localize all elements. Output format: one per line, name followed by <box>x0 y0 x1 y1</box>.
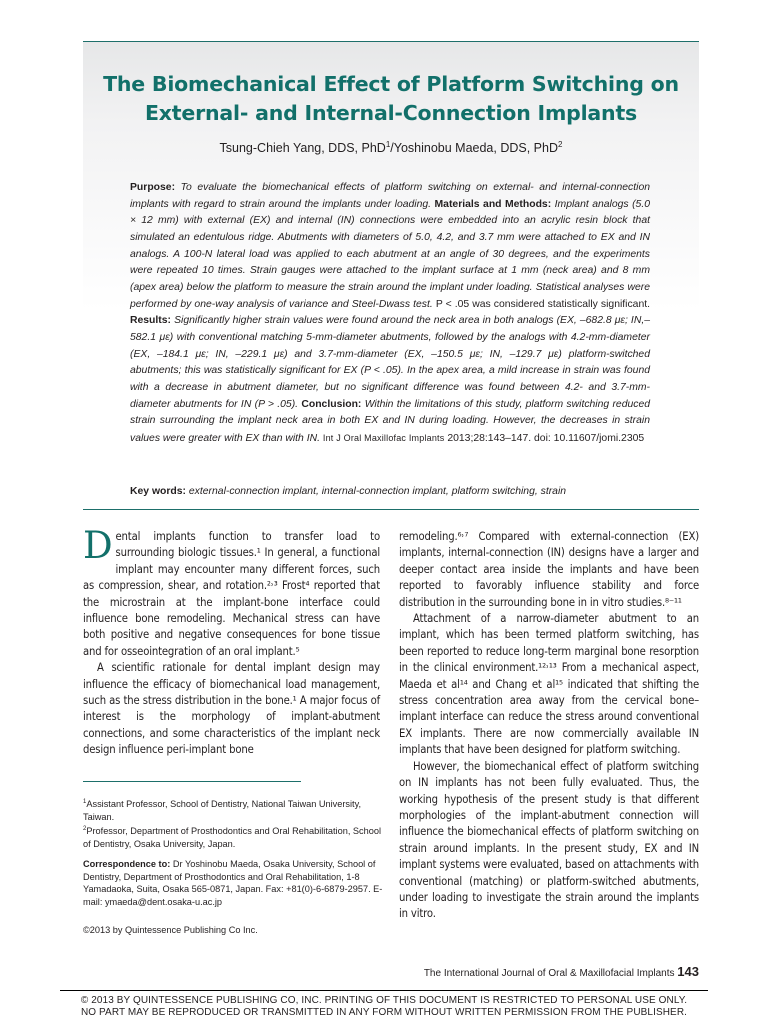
keywords-text: external-connection implant, internal-connection implant, platform switching, strain <box>188 486 567 497</box>
notice-rule <box>60 990 708 991</box>
conclusion-label: Conclusion: <box>301 398 362 410</box>
paragraph: Attachment of a narrow-diameter abutment to an implant, which has been termed platform switching, has been reported to reduce long-term marginal bone resorption in the clinical environment.¹²˒¹³ From a mechanical aspect, Maeda et al¹⁴ and Chang et al¹⁵ indicated that shifting the stress concentration area away from the cervical bone–implant interface can reduce the stress around conventional EX implants. There are now commercially available IN implants that have been designed for platform switching. <box>399 612 699 757</box>
methods-text: Implant analogs (5.0 × 12 mm) with external (EX) and internal (IN) connections were embedded into an acrylic resin block that simulated an edentulous ridge. Abutments with diameters of 5.0, 4.2, and 3.7 mm were attached to EX and IN analogs. A 100-N lateral load was applied to each abutment at an angle of 30 degrees, and the experiments were repeated 10 times. Strain gauges were attached to the implant surface at 1 mm (neck area) and 8 mm (apex area) below the platform to measure the strain around the implant under loading. Statistical analyses were performed by one-way analysis of variance and Steel-Dwass test. <box>130 198 650 310</box>
paragraph: A scientific rationale for dental implant design may influence the efficacy of biomechanical load management, such as the stress distribution in the bone.¹ A major focus of interest is the morphology of implant-abutment connections, and some characteristics of the implant neck design influence peri-implant bone <box>83 661 380 757</box>
affiliation-1 <box>83 796 383 823</box>
citation-ref: 2013;28:143–147. <box>447 432 532 444</box>
affiliation-2-text: Professor, Department of Prosthodontics and Oral Rehabilitation, School of Dentistry, Osaka University, Japan. <box>83 826 382 849</box>
keywords-label: Key words: <box>130 486 187 497</box>
drop-cap: D <box>83 524 113 567</box>
paragraph: remodeling.⁶˒⁷ Compared with external-connection (EX) implants, internal-connection (IN) designs have a larger and deeper contact area inside the implants and have been reported to favorably influence stability and force distribution in the surrounding bone in in vitro studies.⁸⁻¹¹ <box>399 530 699 609</box>
abstract <box>130 180 650 448</box>
methods-label: Materials and Methods: <box>434 198 552 210</box>
author-list <box>83 137 699 156</box>
correspondence <box>83 858 383 908</box>
author-1-affil: 1 <box>385 140 391 149</box>
body-column-right <box>399 529 699 923</box>
title-line-2: External- and Internal-Connection Implants <box>144 101 638 125</box>
purpose-label: Purpose: <box>130 182 176 193</box>
author-1: Tsung-Chieh Yang, DDS, PhD <box>219 141 386 156</box>
header-bottom-rule <box>83 509 699 510</box>
running-footer <box>380 965 699 981</box>
correspondence-text: Dr Yoshinobu Maeda, Osaka University, School of Dentistry, Department of Prosthodontics and Oral Rehabilitation, 1-8 Yamadaoka, Suita, Osaka 565-0871, Japan. Fax: +81(0)-6-6879-2957. E-mail: ymaeda@dent.osaka-u.ac.jp <box>83 859 383 907</box>
purpose-text: To evaluate the biomechanical effects of platform switching on external- and internal-connection implants with regard to strain around the implants under loading. <box>130 182 650 210</box>
citation-journal: Int J Oral Maxillofac Implants <box>322 432 445 443</box>
keywords <box>130 484 650 500</box>
author-separator: / <box>390 141 394 156</box>
results-text: Significantly higher strain values were found around the neck area in both analogs (EX, –682.8 με; IN,–582.1 με) with conventional matching 5-mm-diameter abutments, followed by the analogs with 4.2-mm-diameter (EX, –184.1 με; IN, –229.1 με) and 3.7-mm-diameter (EX, –150.5 με; IN, –129.7 με) platform-switched abutments; this was statistically significant for EX (P < .05). In the apex area, a mild increase in strain was found with a decrease in abutment diameter, but no significant difference was found between 4.2- and 3.7-mm-diameter abutments for IN (P > .05). <box>130 315 650 410</box>
page-number: 143 <box>677 964 699 979</box>
affiliation-2-mark: 2 <box>83 826 87 833</box>
correspondence-label: Correspondence to: <box>83 859 171 869</box>
title-line-1: The Biomechanical Effect of Platform Switching on <box>103 72 679 96</box>
conclusion-text: Within the limitations of this study, platform switching reduced strain surrounding the implant neck area in both EX and IN during loading. However, the decreases in strain values were greater with EX than with IN. <box>130 398 651 444</box>
body-column-left <box>83 524 380 759</box>
copyright-notice <box>0 995 768 1020</box>
author-2-affil: 2 <box>558 140 563 149</box>
journal-name: The International Journal of Oral & Maxillofacial Implants <box>423 968 675 979</box>
notice-line-2: NO PART MAY BE REPRODUCED OR TRANSMITTED IN ANY FORM WITHOUT WRITTEN PERMISSION FROM THE PUBLISHER. <box>80 1007 688 1019</box>
paragraph: However, the biomechanical effect of platform switching on IN implants has not been fully evaluated. Thus, the working hypothesis of the present study is that different morphologies of the implant-abutment connection will influence the biomechanical effects of platform switching on strain around implants. In the present study, EX and IN implant systems were evaluated, based on attachments with conventional (matching) or platform-switched abutments, under loading to investigate the strain around the implants in vitro. <box>399 759 699 921</box>
copyright-line: ©2013 by Quintessence Publishing Co Inc. <box>83 925 258 935</box>
methods-p-value: P < .05 was considered statistically significant. <box>435 298 651 310</box>
notice-line-1: © 2013 BY QUINTESSENCE PUBLISHING CO, INC. PRINTING OF THIS DOCUMENT IS RESTRICTED TO PERSONAL USE ONLY. <box>80 995 688 1006</box>
footnote-rule <box>83 781 301 782</box>
affiliation-1-text: Assistant Professor, School of Dentistry, National Taiwan University, Taiwan. <box>83 799 362 822</box>
paragraph <box>83 524 380 660</box>
paragraph-text: ental implants function to transfer load to surrounding biologic tissues.¹ In general, a functional implant may encounter many different forces, such as compression, shear, and rotation.²˒³ Frost⁴ reported that the microstrain at the implant-bone interface could influence bone remodeling. Mechanical stress can have both positive and negative consequences for bone tissue and for osseointegration of an oral implant.⁵ <box>83 530 380 658</box>
results-label: Results: <box>130 315 171 327</box>
author-2: Yoshinobu Maeda, DDS, PhD <box>393 141 558 156</box>
doi[interactable]: doi: 10.11607/jomi.2305 <box>534 432 645 444</box>
affiliation-1-mark: 1 <box>83 799 87 805</box>
article-title <box>83 70 699 128</box>
affiliations <box>83 796 383 851</box>
affiliation-2 <box>83 823 383 850</box>
